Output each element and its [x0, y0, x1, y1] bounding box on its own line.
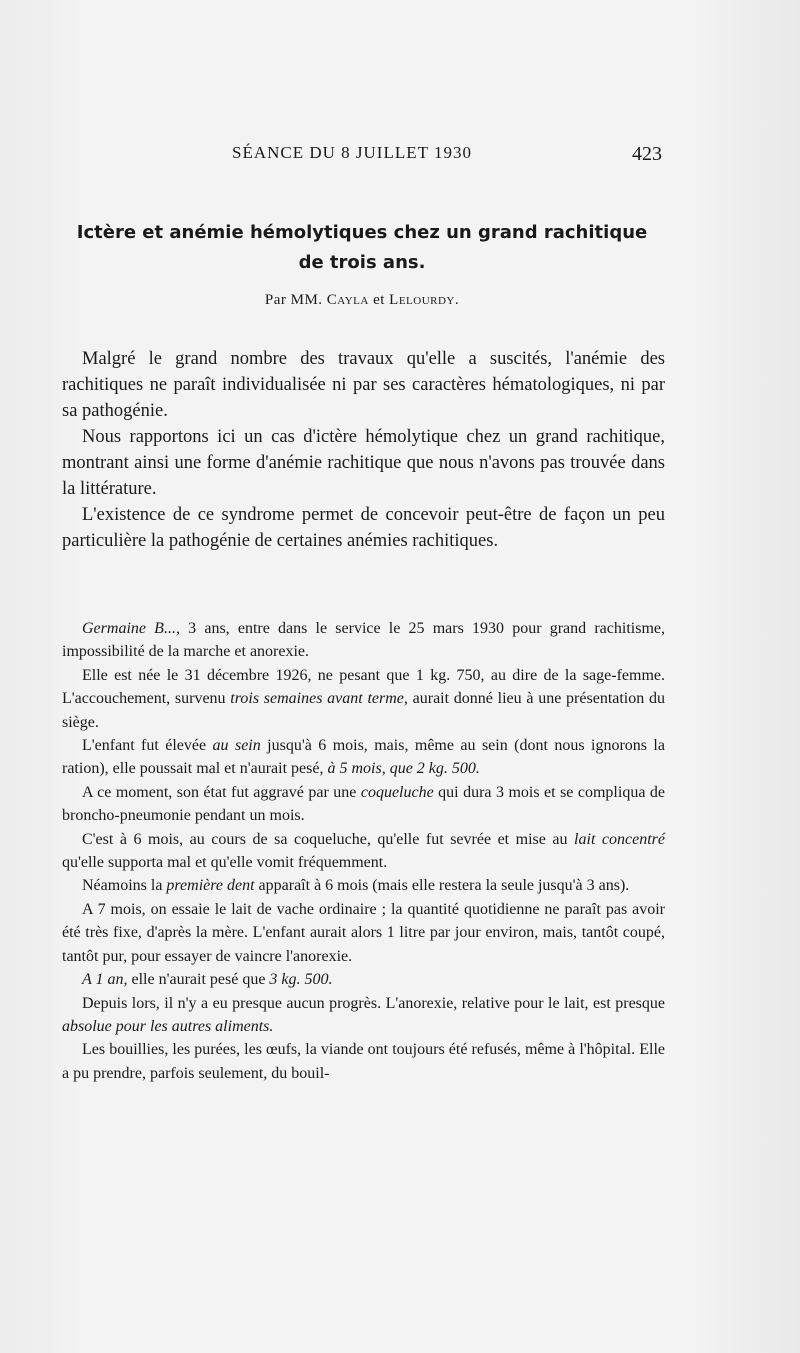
- author-conjunction: et: [373, 292, 385, 308]
- case-paragraph-2: Elle est née le 31 décembre 1926, ne pesant que 1 kg. 750, au dire de la sage-femme. L'accouchement, survenu trois semaines avant terme, aurait donné lieu à une présentation du siège.: [62, 666, 665, 731]
- running-title: SÉANCE DU 8 JUILLET 1930: [232, 143, 472, 162]
- title-line-1: Ictère et anémie hémolytiques chez un grand rachitique: [76, 222, 648, 243]
- intro-paragraph-2: Nous rapportons ici un cas d'ictère hémolytique chez un grand rachitique, montrant ainsi une forme d'anémie rachitique que nous n'avons pas trouvée dans la littérature.: [62, 427, 665, 499]
- case-paragraph-4: A ce moment, son état fut aggravé par une coqueluche qui dura 3 mois et se compliqua de broncho-pneumonie pendant un mois.: [62, 783, 665, 825]
- title-line-2: de trois ans.: [298, 252, 426, 273]
- intro-paragraph-3: L'existence de ce syndrome permet de concevoir peut-être de façon un peu particulière la pathogénie de certaines anémies rachitiques.: [62, 505, 665, 551]
- author-cayla: Cayla: [326, 292, 369, 308]
- page-header: [62, 143, 662, 167]
- case-paragraph-7: A 7 mois, on essaie le lait de vache ordinaire ; la quantité quotidienne ne paraît pas avoir été très fixe, d'après la mère. L'enfant aurait alors 1 litre par jour environ, mais, tantôt coupé, tantôt pur, pour essayer de vaincre l'anorexie.: [62, 900, 665, 965]
- case-paragraph-10: Les bouillies, les purées, les œufs, la viande ont toujours été refusés, même à l'hôpital. Elle a pu prendre, parfois seulement, du bouil-: [62, 1041, 665, 1082]
- intro-paragraph-1: Malgré le grand nombre des travaux qu'elle a suscités, l'anémie des rachitiques ne paraît individualisée ni par ses caractères hématologiques, ni par sa pathogénie.: [62, 349, 665, 421]
- case-paragraph-1: Germaine B..., 3 ans, entre dans le service le 25 mars 1930 pour grand rachitisme, impossibilité de la marche et anorexie.: [62, 620, 665, 661]
- patient-name: Germaine B...,: [82, 620, 180, 637]
- case-paragraph-3: L'enfant fut élevée au sein jusqu'à 6 mois, mais, même au sein (dont nous ignorons la ration), elle poussait mal et n'aurait pesé, à 5 mois, que 2 kg. 500.: [62, 737, 665, 778]
- case-paragraph-5: C'est à 6 mois, au cours de sa coqueluche, qu'elle fut sevrée et mise au lait concentré qu'elle supporta mal et qu'elle vomit fréquemment.: [62, 830, 665, 872]
- author-line: [62, 292, 662, 309]
- page-number: 423: [632, 143, 662, 165]
- case-report: [62, 617, 665, 1085]
- author-lelourdy: Lelourdy.: [389, 292, 460, 308]
- case-paragraph-6: Néamoins la première dent apparaît à 6 mois (mais elle restera la seule jusqu'à 3 ans).: [82, 877, 630, 895]
- case-paragraph-8: A 1 an, elle n'aurait pesé que 3 kg. 500.: [82, 971, 333, 989]
- article-title: [62, 218, 662, 278]
- author-prefix: Par MM.: [264, 292, 323, 308]
- introduction: [62, 346, 665, 554]
- case-paragraph-9: Depuis lors, il n'y a eu presque aucun progrès. L'anorexie, relative pour le lait, est presque absolue pour les autres aliments.: [62, 994, 665, 1035]
